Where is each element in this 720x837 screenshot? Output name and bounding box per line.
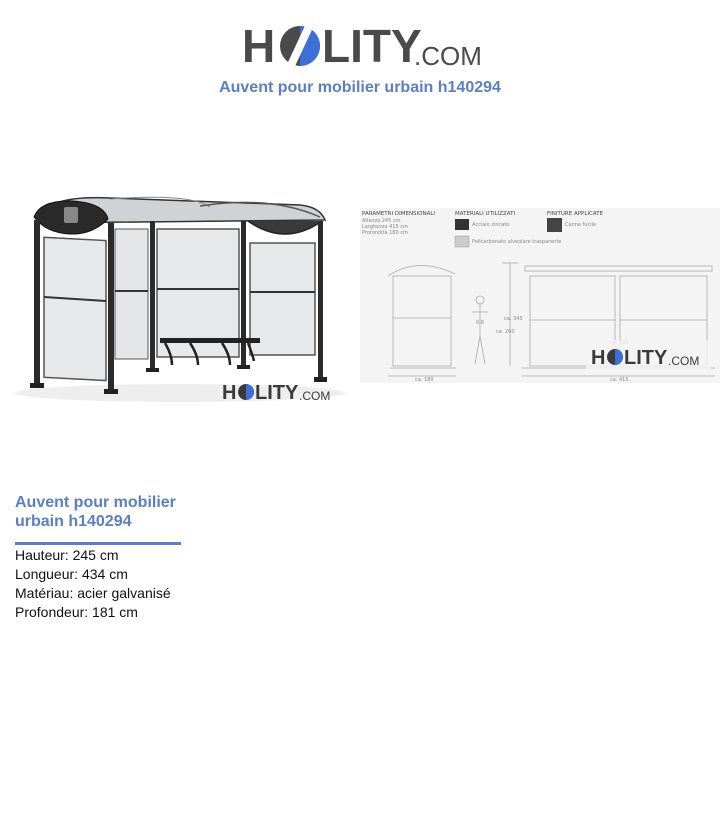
dim-label: ca. 180 — [415, 377, 434, 383]
spec-list — [15, 546, 171, 622]
spec-dimension-line: Larghezza 415 cm — [362, 224, 408, 230]
logo-letters-lity: LITY — [322, 20, 422, 70]
svg-text:H: H — [591, 347, 606, 369]
product-title: Auvent pour mobilier urbain h140294 — [15, 494, 176, 530]
spec-length: Longueur: 434 cm — [15, 566, 128, 582]
spec-material: Matériau: acier galvanisé — [15, 585, 171, 601]
technical-drawing[interactable] — [360, 208, 720, 383]
page-title: Auvent pour mobilier urbain h140294 — [219, 79, 501, 96]
dim-label: 0.8 — [476, 320, 484, 326]
product-photo[interactable] — [0, 165, 350, 415]
svg-text:LITY: LITY — [255, 382, 299, 404]
svg-text:LITY: LITY — [624, 347, 668, 369]
holity-logo[interactable] — [0, 10, 720, 70]
logo-dotcom: .COM — [414, 41, 482, 70]
spec-height: Hauteur: 245 cm — [15, 547, 119, 563]
svg-text:.COM: .COM — [299, 389, 331, 403]
spec-heading-dimensions: PARAMETRI DIMENSIONALI — [362, 211, 436, 217]
spec-finish-item: Canna fucile — [565, 222, 597, 228]
dim-label: ca. 415 — [610, 377, 629, 383]
svg-text:.COM: .COM — [668, 354, 700, 368]
spec-heading-finish: FINITURE APPLICATE — [547, 211, 604, 217]
logo-letter-h: H — [242, 20, 276, 70]
spec-heading-materials: MATERIALI UTILIZZATI — [455, 211, 516, 217]
spec-dimension-line: Altezza 245 cm — [362, 218, 401, 224]
watermark-logo — [586, 340, 711, 370]
dim-label: ca. 345 — [504, 316, 523, 322]
dim-label: ca. 200 — [496, 329, 515, 335]
spec-material-item: Policarbonato alveolare trasparente — [472, 239, 562, 245]
logo-o-mark — [280, 26, 320, 66]
spec-material-item: Acciaio zincato — [472, 222, 510, 228]
svg-text:H: H — [222, 382, 237, 404]
title-divider — [15, 542, 181, 545]
spec-dimension-line: Profondità 180 cm — [362, 230, 408, 236]
spec-depth: Profondeur: 181 cm — [15, 604, 138, 620]
